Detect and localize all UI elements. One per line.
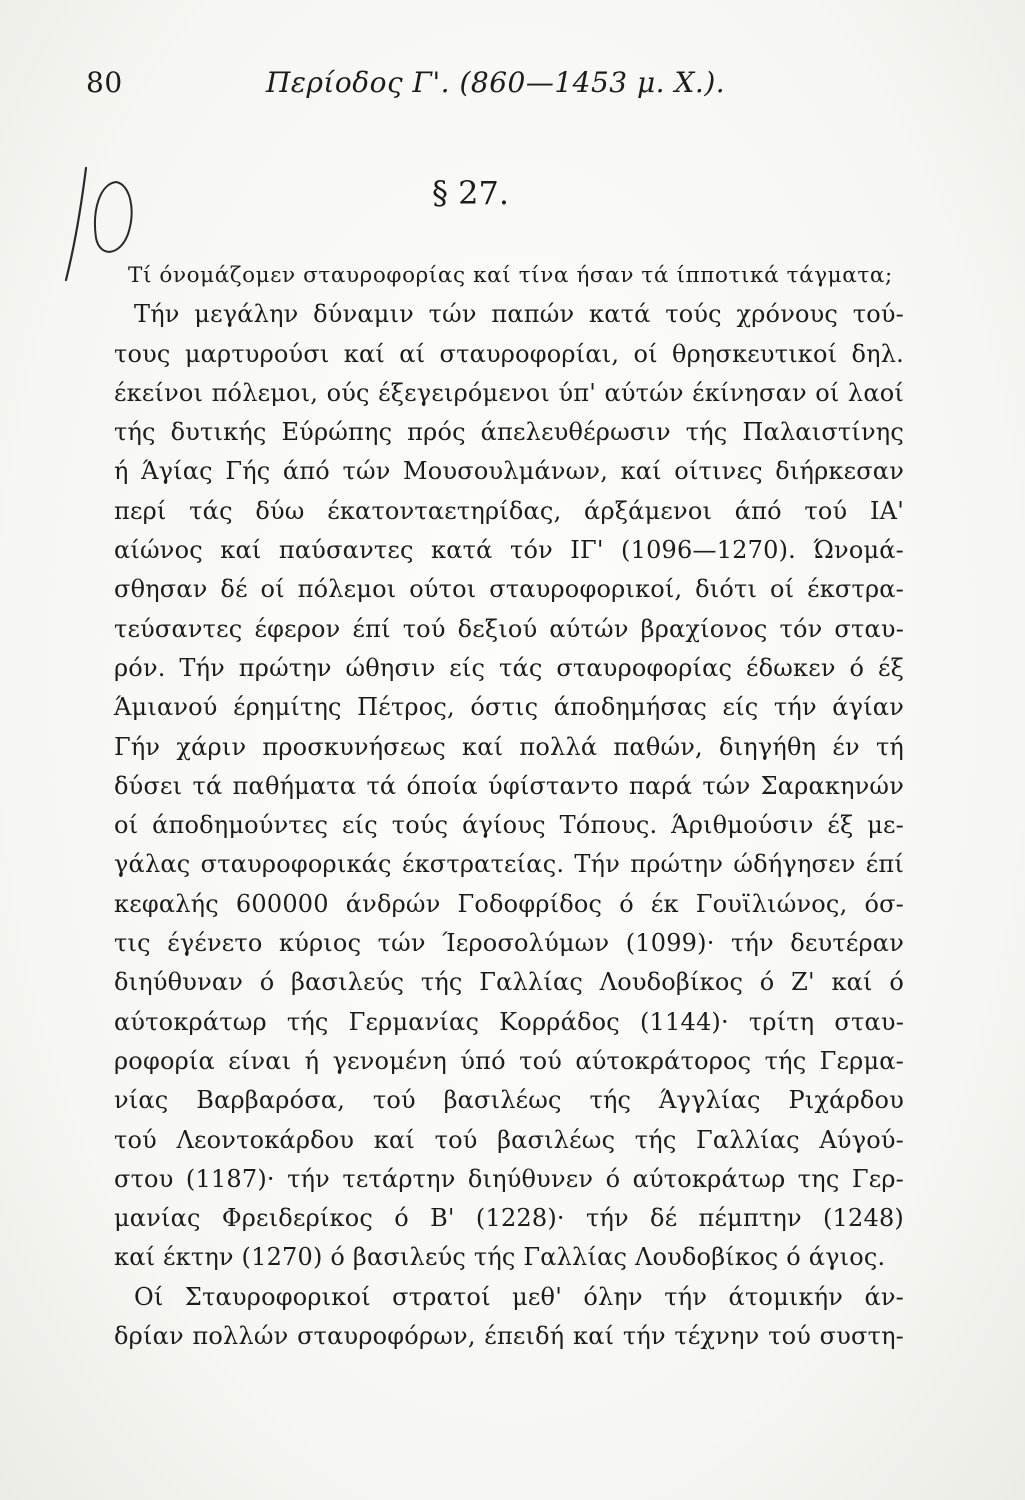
text-line: στου (1187)· τήν τετάρτην διηύθυνεν ό αύτοκράτωρ της Γερ- — [114, 1164, 904, 1193]
text-line: τις έγένετο κύριος τών Ίεροσολύμων (1099)· τήν δευτέραν — [114, 929, 904, 958]
page-header — [86, 66, 906, 106]
page-number: 80 — [86, 66, 123, 99]
text-line: Οί Σταυροφορικοί στρατοί μεθ' όλην τήν άτομικήν άν- — [134, 1282, 904, 1311]
text-line: δρίαν πολλών σταυροφόρων, έπειδή καί τήν τέχνην τού συστη- — [114, 1322, 904, 1351]
text-line: ρόν. Τήν πρώτην ώθησιν είς τάς σταυροφορίας έδωκεν ό έξ — [114, 653, 904, 682]
text-line: τους μαρτυρούσι καί αί σταυροφορίαι, οί θρησκευτικοί δηλ. — [114, 339, 904, 368]
text-line: νίας Βαρβαρόσα, τού βασιλέως τής Άγγλίας Ριχάρδου — [114, 1086, 904, 1115]
running-title: Περίοδος Γ'. (860—1453 μ. Χ.). — [266, 66, 726, 99]
text-line: καί έκτην (1270) ό βασιλεύς τής Γαλλίας Λουδοβίκος ό άγιος. — [114, 1243, 886, 1272]
text-line: μανίας Φρειδερίκος ό Β' (1228)· τήν δέ πέμπτην (1248) — [114, 1204, 904, 1233]
text-line: Άμιανού έρημίτης Πέτρος, όστις άποδημήσας είς τήν άγίαν — [114, 693, 904, 722]
text-line: ή Άγίας Γής άπό τών Μουσουλμάνων, καί οίτινες διήρκεσαν — [114, 457, 904, 486]
text-line: δύσει τά παθήματα τά όποία ύφίσταντο παρά τών Σαρακηνών — [114, 771, 904, 800]
text-line: Τήν μεγάλην δύναμιν τών παπών κατά τούς χρόνους τού- — [134, 300, 904, 329]
text-line: Τί όνομάζομεν σταυροφορίας καί τίνα ήσαν τά ίπποτικά τάγματα; — [128, 263, 893, 288]
text-line: περί τάς δύω έκατονταετηρίδας, άρξάμενοι άπό τού ΙΑ' — [114, 496, 904, 525]
text-line: κεφαλής 600000 άνδρών Γοδοφρίδος ό έκ Γουϊλιώνος, όσ- — [114, 889, 904, 918]
text-line: τού Λεοντοκάρδου καί τού βασιλέως τής Γαλλίας Αύγού- — [114, 1125, 904, 1154]
section-heading: § 27. — [432, 174, 510, 212]
text-line: σθησαν δέ οί πόλεμοι ούτοι σταυροφορικοί, διότι οί έκστρα- — [114, 575, 904, 604]
body-text — [114, 256, 904, 1356]
text-line: τής δυτικής Εύρώπης πρός άπελευθέρωσιν τής Παλαιστίνης — [114, 418, 904, 447]
text-line: τεύσαντες έφερον έπί τού δεξιού αύτών βραχίονος τόν σταυ- — [114, 614, 904, 643]
text-line: αύτοκράτωρ τής Γερμανίας Κορράδος (1144)· τρίτη σταυ- — [114, 1007, 904, 1036]
text-line: Γήν χάριν προσκυνήσεως καί πολλά παθών, διηγήθη έν τή — [114, 732, 904, 761]
text-line: αίώνος καί παύσαντες κατά τόν ΙΓ' (1096—1270). Ώνομά- — [114, 536, 904, 565]
text-line: διηύθυναν ό βασιλεύς τής Γαλλίας Λουδοβίκος ό Ζ' καί ό — [114, 968, 904, 997]
text-line: οί άποδημούντες είς τούς άγίους Τόπους. Άριθμούσιν έξ με- — [114, 811, 904, 840]
text-line: γάλας σταυροφορικάς έκστρατείας. Τήν πρώτην ώδήγησεν έπί — [114, 850, 904, 879]
text-line: έκείνοι πόλεμοι, ούς έξεγειρόμενοι ύπ' αύτών έκίνησαν οί λαοί — [114, 378, 904, 407]
text-line: ροφορία είναι ή γενομένη ύπό τού αύτοκράτορος τής Γερμα- — [114, 1046, 904, 1075]
